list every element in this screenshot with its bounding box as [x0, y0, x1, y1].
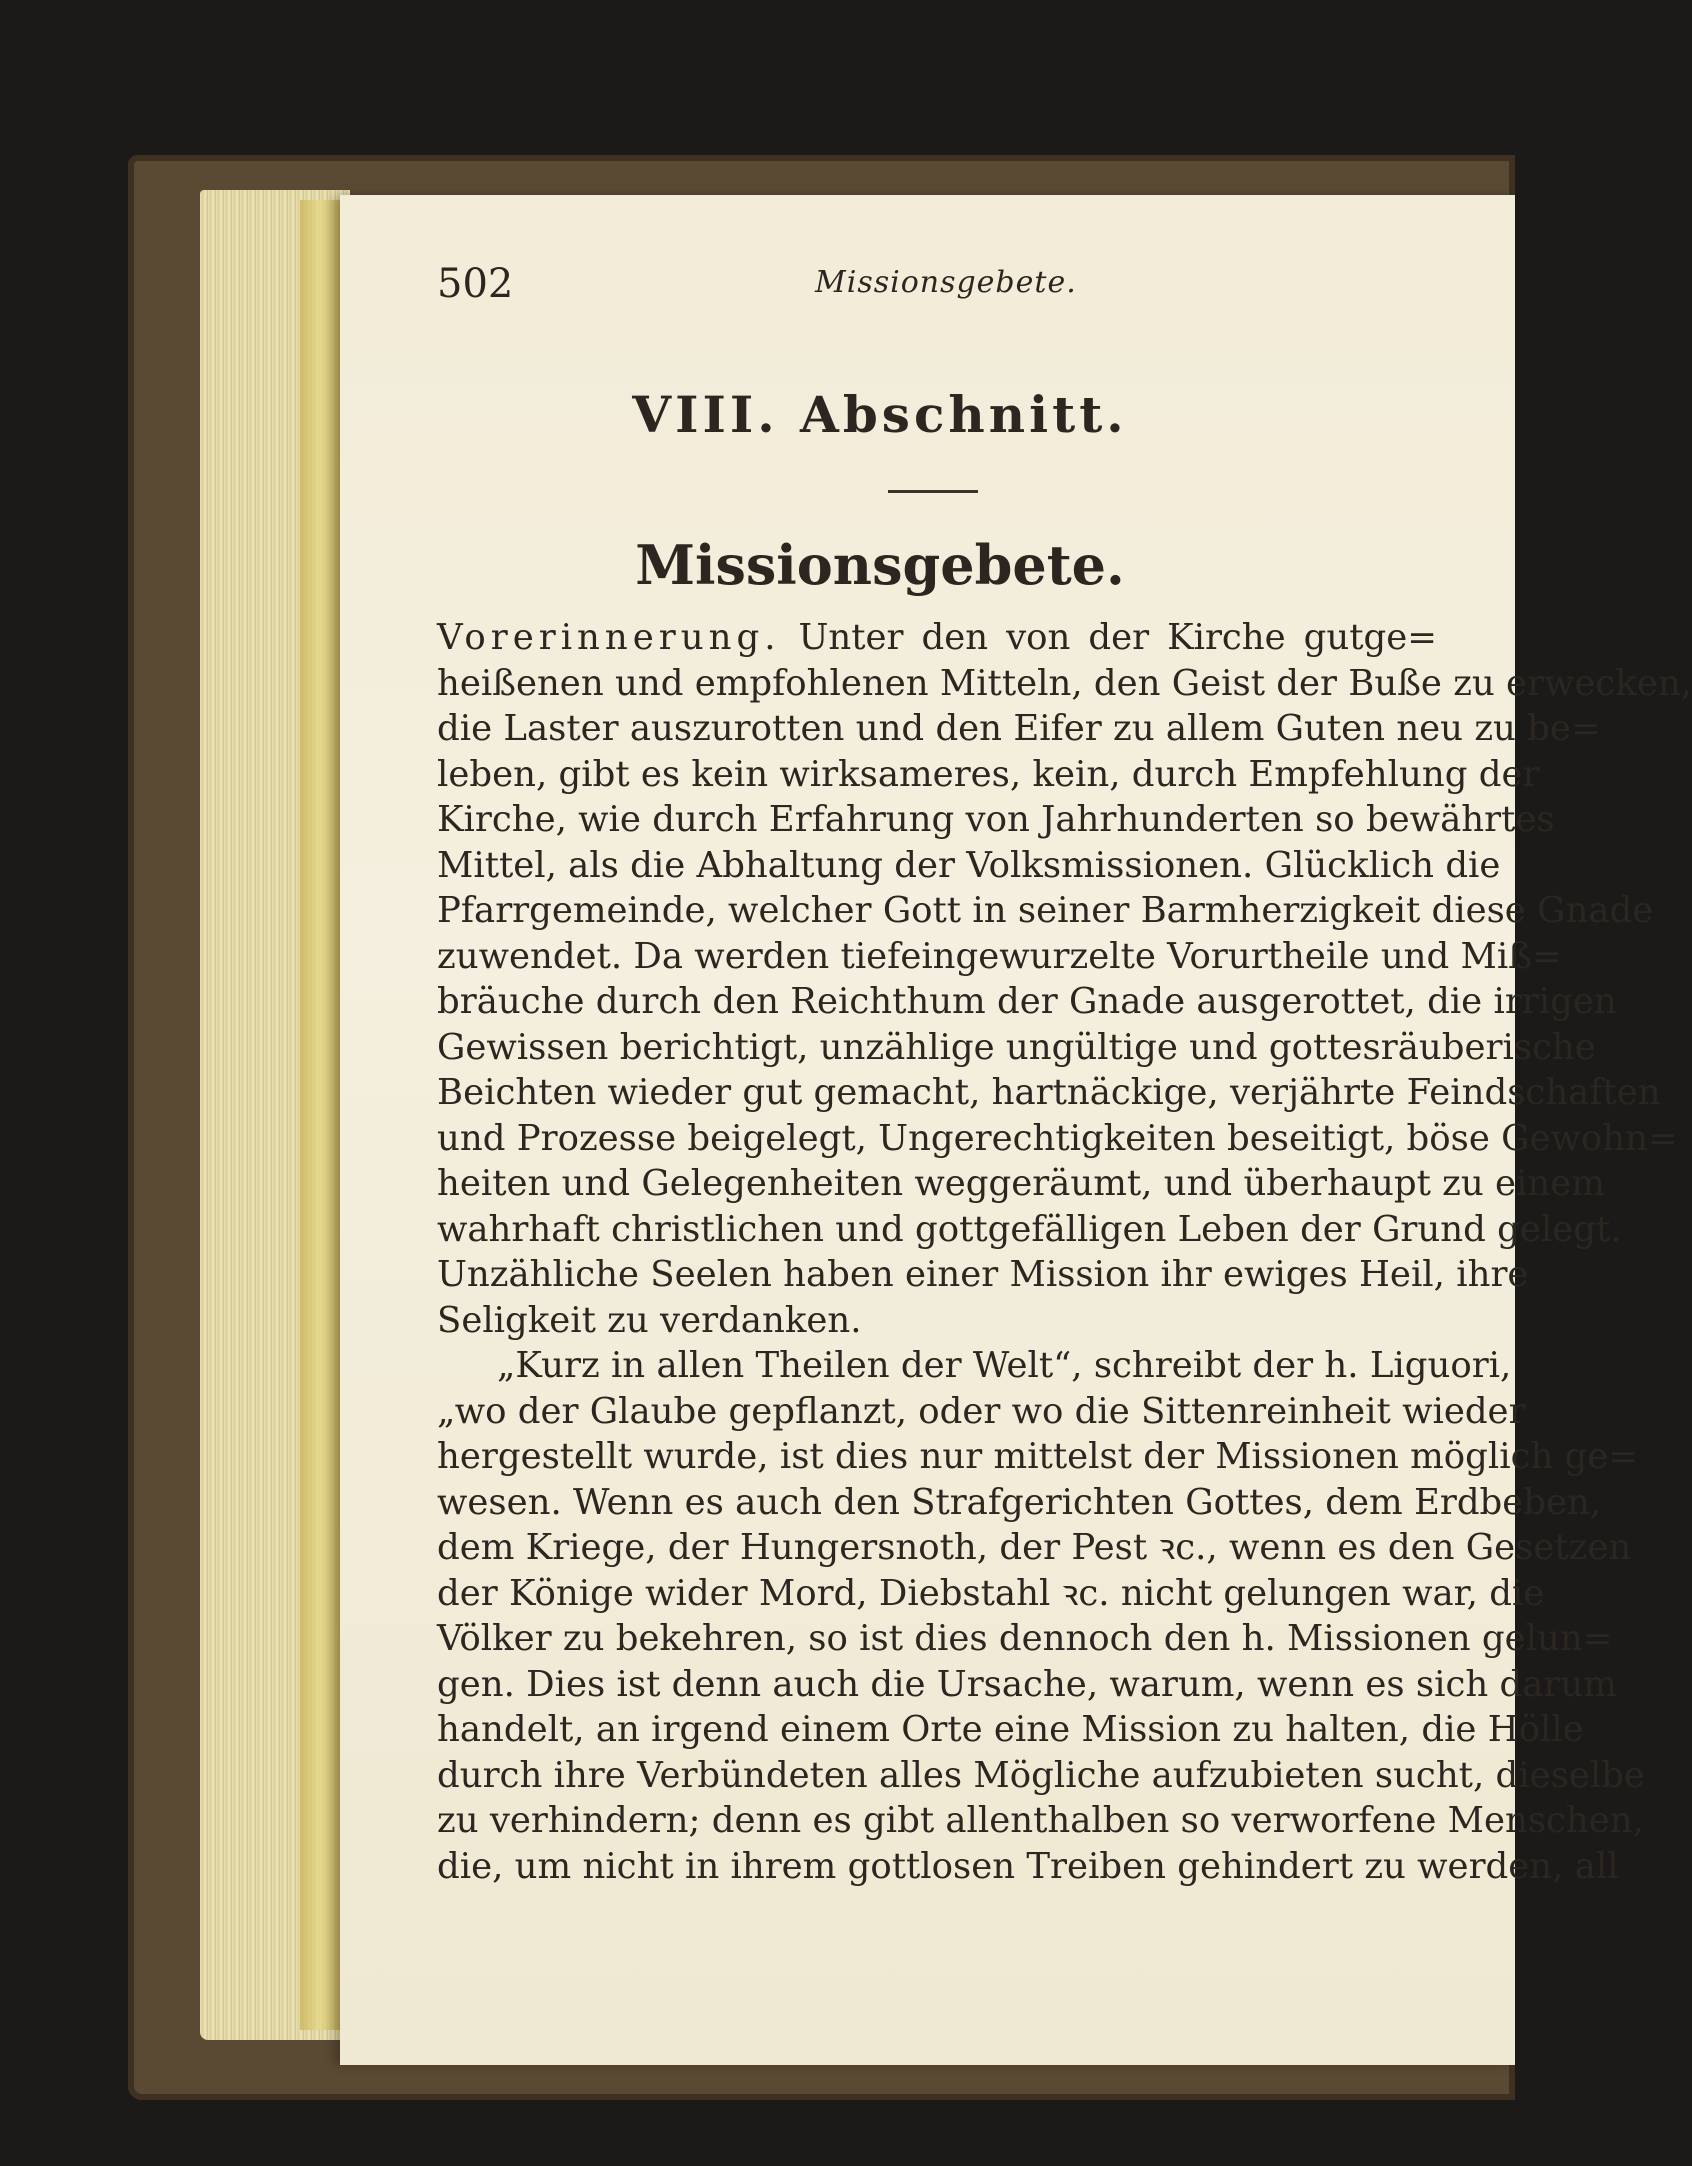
- text-line: leben, gibt es kein wirksameres, kein, durch Empfehlung der: [437, 753, 1540, 795]
- body-text: [437, 615, 1692, 1889]
- text-line: die Laster auszurotten und den Eifer zu allem Guten neu zu be=: [437, 708, 1601, 749]
- running-head: Missionsgebete.: [815, 265, 1077, 300]
- book-page: [340, 195, 1692, 2065]
- paragraph-2: [437, 1343, 1645, 1889]
- text-line: Unzähliche Seelen haben einer Mission ihr ewiges Heil, ihre: [437, 1254, 1529, 1295]
- text-line: bräuche durch den Reichthum der Gnade ausgerottet, die irrigen: [437, 981, 1617, 1022]
- heading-rule: [888, 490, 978, 493]
- text-line: Kirche, wie durch Erfahrung von Jahrhunderten so bewährtes: [437, 799, 1555, 840]
- text-line: wesen. Wenn es auch den Strafgerichten Gottes, dem Erdbeben,: [437, 1481, 1602, 1523]
- page-number: 502: [437, 261, 514, 307]
- text-line: zu verhindern; denn es gibt allenthalben so verworfene Menschen,: [437, 1800, 1644, 1841]
- gilt-edge: [300, 200, 340, 2030]
- paragraph-1: [437, 615, 1692, 1343]
- text-line: handelt, an irgend einem Orte eine Mission zu halten, die Hölle: [437, 1709, 1584, 1750]
- text-line: [437, 615, 1437, 661]
- text-line: Gewissen berichtigt, unzählige ungültige und gottesräuberische: [437, 1026, 1596, 1068]
- text-line: „Kurz in allen Theilen der Welt“, schreibt der h. Liguori,: [497, 1345, 1512, 1386]
- text-fragment: Unter den von der Kirche gutge=: [798, 617, 1437, 658]
- text-line: Beichten wieder gut gemacht, hartnäckige, verjährte Feindschaften: [437, 1072, 1661, 1113]
- text-line: hergestellt wurde, ist dies nur mittelst der Missionen möglich ge=: [437, 1436, 1639, 1477]
- text-line: dem Kriege, der Hungersnoth, der Pest ꝛc., wenn es den Gesetzen: [437, 1527, 1632, 1568]
- text-line: Pfarrgemeinde, welcher Gott in seiner Barmherzigkeit diese Gnade: [437, 890, 1654, 931]
- text-line: die, um nicht in ihrem gottlosen Treiben gehindert zu werden, all: [437, 1845, 1619, 1887]
- chapter-title: Missionsgebete.: [635, 533, 1125, 597]
- text-line: und Prozesse beigelegt, Ungerechtigkeiten beseitigt, böse Gewohn=: [437, 1117, 1678, 1159]
- text-line: Seligkeit zu verdanken.: [437, 1299, 862, 1341]
- text-line: heißenen und empfohlenen Mitteln, den Geist der Buße zu erwecken,: [437, 662, 1692, 704]
- text-line: zuwendet. Da werden tiefeingewurzelte Vorurtheile und Miß=: [437, 935, 1562, 977]
- section-heading: VIII. Abschnitt.: [632, 385, 1128, 444]
- text-line: wahrhaft christlichen und gottgefälligen Leben der Grund gelegt.: [437, 1208, 1622, 1250]
- text-line: „wo der Glaube gepflanzt, oder wo die Sittenreinheit wieder: [437, 1390, 1526, 1432]
- text-line: heiten und Gelegenheiten weggeräumt, und überhaupt zu einem: [437, 1163, 1605, 1204]
- text-line: Völker zu bekehren, so ist dies dennoch den h. Missionen gelun=: [437, 1618, 1613, 1659]
- text-line: Mittel, als die Abhaltung der Volksmissionen. Glücklich die: [437, 844, 1501, 886]
- text-line: der Könige wider Mord, Diebstahl ꝛc. nicht gelungen war, die: [437, 1572, 1545, 1614]
- text-line: durch ihre Verbündeten alles Mögliche aufzubieten sucht, dieselbe: [437, 1754, 1645, 1796]
- text-line: gen. Dies ist denn auch die Ursache, warum, wenn es sich darum: [437, 1663, 1617, 1705]
- lead-word: Vorerinnerung.: [437, 617, 781, 658]
